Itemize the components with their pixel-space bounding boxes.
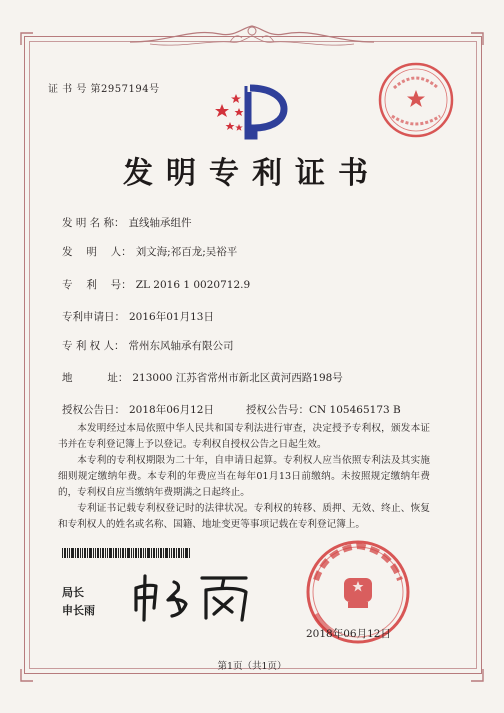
field-label: 发 明 人：: [62, 246, 132, 258]
field-filing-date: [62, 309, 214, 324]
filing-date-value: 2016年01月13日: [129, 311, 214, 323]
field-announcement-date: [62, 402, 214, 417]
invention-name-value: 直线轴承组件: [128, 217, 192, 229]
field-address: [62, 370, 343, 385]
paragraph-register: 专利证书记载专利权登记时的法律状况。专利权的转移、质押、无效、终止、恢复和专利权人的姓名或名称、国籍、地址变更等事项记载在专利登记簿上。: [58, 503, 430, 530]
inventor-value: 刘文海;祁百龙;吴裕平: [135, 246, 238, 258]
field-patent-number: [62, 277, 250, 292]
certificate-title: 发明专利证书: [123, 156, 381, 191]
announcement-number-value: CN 105465173 B: [309, 404, 401, 416]
field-label: 授权公告日：: [62, 404, 125, 416]
address-value: 213000 江苏省常州市新北区黄河西路198号: [132, 372, 343, 384]
field-patentee: [62, 338, 234, 353]
signature-icon: [128, 570, 268, 624]
barcode-icon: [62, 548, 190, 558]
top-ornament-icon: [130, 22, 374, 56]
field-label: 专利申请日：: [62, 311, 125, 323]
grant-date-stamp: 2018年06月12日: [306, 628, 391, 640]
field-label: 发 明 名 称：: [62, 217, 125, 229]
certificate-number: 证 书 号 第2957194号: [48, 84, 160, 95]
director-name: 申长雨: [62, 604, 95, 617]
fee-collection-seal-icon: [376, 60, 456, 140]
page-number: 第1页（共1页）: [217, 661, 287, 672]
field-label: 专 利 号：: [62, 279, 132, 291]
field-invention-name: [62, 215, 192, 230]
field-announcement-number: [246, 402, 401, 417]
patentee-value: 常州东风轴承有限公司: [128, 340, 234, 352]
corner-ornament-icon: [470, 32, 484, 46]
paragraph-grant: 本发明经过本局依照中华人民共和国专利法进行审查，决定授予专利权，颁发本证书并在专利登记簿上予以登记。专利权自授权公告之日起生效。: [58, 423, 430, 450]
field-label: 地 址：: [62, 372, 129, 384]
field-label: 专 利 权 人：: [62, 340, 125, 352]
cnipa-logo-icon: [206, 82, 296, 140]
corner-ornament-icon: [20, 32, 34, 46]
field-inventor: [62, 244, 237, 259]
paragraph-term: 本专利的专利权期限为二十年，自申请日起算。专利权人应当依照专利法及其实施细则规定缴纳年费。本专利的年费应当在每年01月13日前缴纳。未按照规定缴纳年费的，专利权自应当缴纳年费期满之日起终止。: [58, 455, 430, 498]
announcement-date-value: 2018年06月12日: [129, 404, 214, 416]
patent-number-value: ZL 2016 1 0020712.9: [135, 279, 251, 291]
field-label: 授权公告号：: [246, 404, 309, 416]
director-title: 局长: [62, 586, 84, 599]
